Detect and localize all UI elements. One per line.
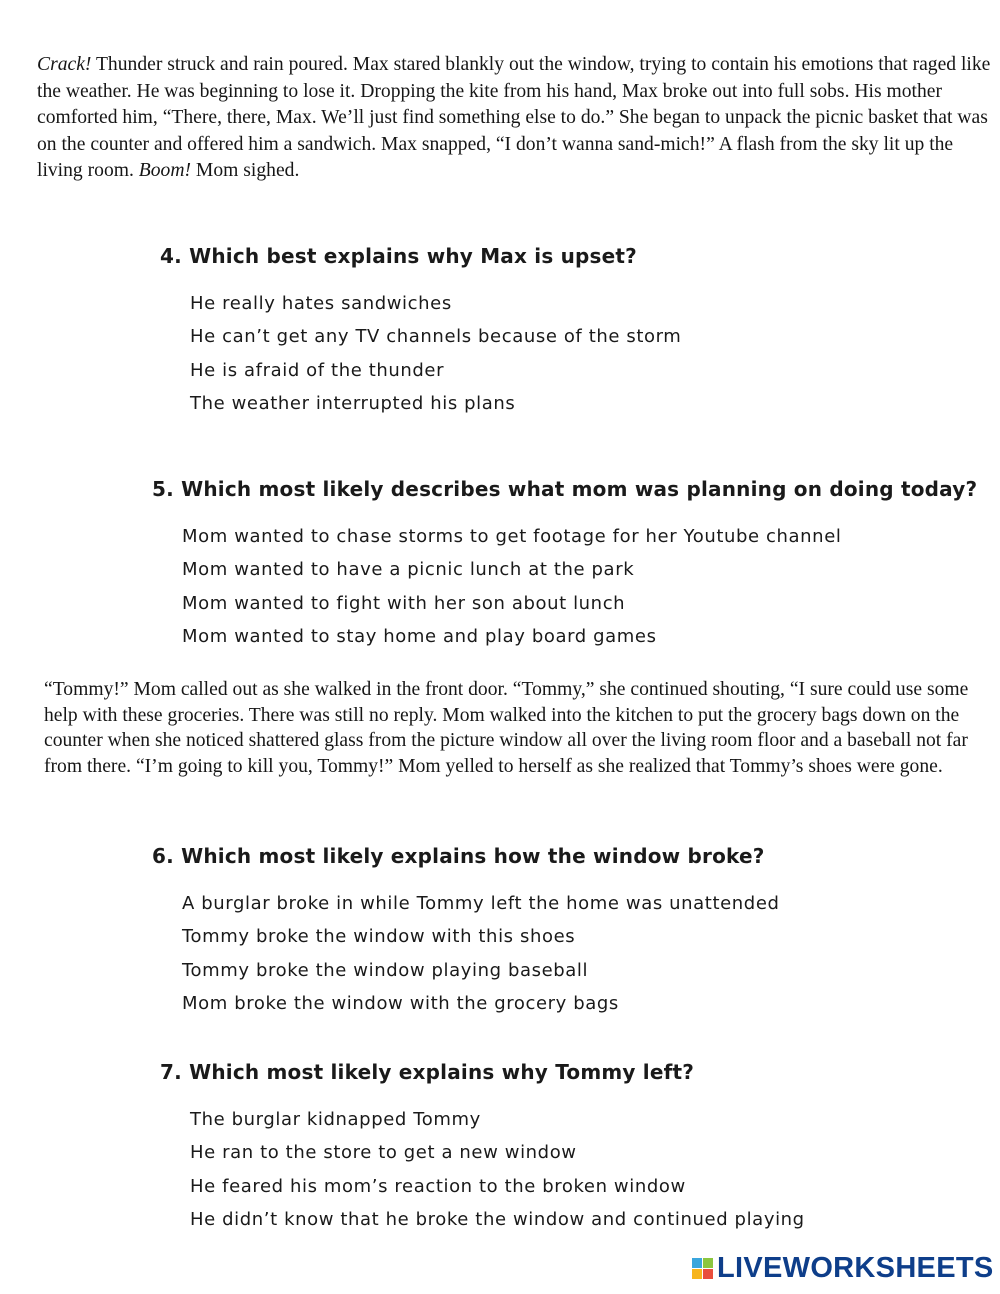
answer-option[interactable]: Mom wanted to have a picnic lunch at the park — [182, 559, 635, 581]
answer-option[interactable]: Mom wanted to stay home and play board games — [182, 625, 657, 647]
answer-option[interactable]: He feared his mom’s reaction to the broken window — [190, 1175, 686, 1197]
passage-max-text: Thunder struck and rain poured. Max stared blankly out the window, trying to contain his emotions that raged like the weather. He was beginning to lose it. Dropping the kite from his hand, Max broke out into full sobs. His mother comforted him, “There, there, Max. We’ll just find something else to do.” She began to unpack the picnic basket that was on the counter and offered him a sandwich. Max snapped, “I don’t wanna sand-mich!” A flash from the sky lit up the living room. — [37, 54, 991, 181]
passage-crack-word: Crack! — [37, 54, 92, 75]
answer-option[interactable]: Mom broke the window with the grocery bags — [182, 992, 619, 1014]
logo-square — [703, 1269, 713, 1279]
passage-max-ending: Mom sighed. — [191, 160, 300, 181]
question-4-options — [190, 287, 681, 420]
answer-option[interactable]: Mom wanted to fight with her son about lunch — [182, 592, 626, 614]
answer-option[interactable]: Mom wanted to chase storms to get footage for her Youtube channel — [182, 526, 842, 547]
answer-option[interactable]: The weather interrupted his plans — [190, 392, 516, 414]
liveworksheets-logo-text: LIVEWORKSHEETS — [717, 1252, 994, 1284]
logo-square — [703, 1258, 713, 1268]
question-5: 5. Which most likely describes what mom was planning on doing today? — [152, 477, 978, 501]
answer-option[interactable]: Tommy broke the window playing baseball — [182, 959, 589, 981]
question-7: 7. Which most likely explains why Tommy left? — [160, 1060, 695, 1084]
liveworksheets-logo — [692, 1253, 994, 1283]
question-5-options — [182, 520, 841, 653]
answer-option[interactable]: He can’t get any TV channels because of the storm — [190, 326, 682, 348]
answer-option[interactable]: He is afraid of the thunder — [190, 359, 445, 381]
answer-option[interactable]: The burglar kidnapped Tommy — [190, 1109, 481, 1130]
story-passage-max — [37, 52, 992, 185]
answer-option[interactable]: A burglar broke in while Tommy left the home was unattended — [182, 893, 780, 914]
question-4: 4. Which best explains why Max is upset? — [160, 244, 637, 268]
story-passage-tommy: “Tommy!” Mom called out as she walked in the front door. “Tommy,” she continued shouting, “I sure could use some help with these groceries. There was still no reply. Mom walked into the kitchen to put the grocery bags down on the counter when she noticed shattered glass from the picture window all over the living room floor and a baseball not far from there. “I’m going to kill you, Tommy!” Mom yelled to herself as she realized that Tommy’s shoes were gone. — [44, 679, 969, 778]
answer-option[interactable]: He really hates sandwiches — [190, 293, 452, 314]
question-7-options — [190, 1103, 805, 1236]
answer-option[interactable]: Tommy broke the window with this shoes — [182, 926, 576, 948]
logo-square — [692, 1269, 702, 1279]
passage-boom-word: Boom! — [138, 160, 192, 181]
answer-option[interactable]: He didn’t know that he broke the window and continued playing — [190, 1208, 805, 1230]
question-6-options — [182, 887, 780, 1020]
logo-square — [692, 1258, 702, 1268]
liveworksheets-logo-icon — [692, 1258, 713, 1279]
answer-option[interactable]: He ran to the store to get a new window — [190, 1142, 577, 1164]
question-6: 6. Which most likely explains how the window broke? — [152, 844, 765, 868]
